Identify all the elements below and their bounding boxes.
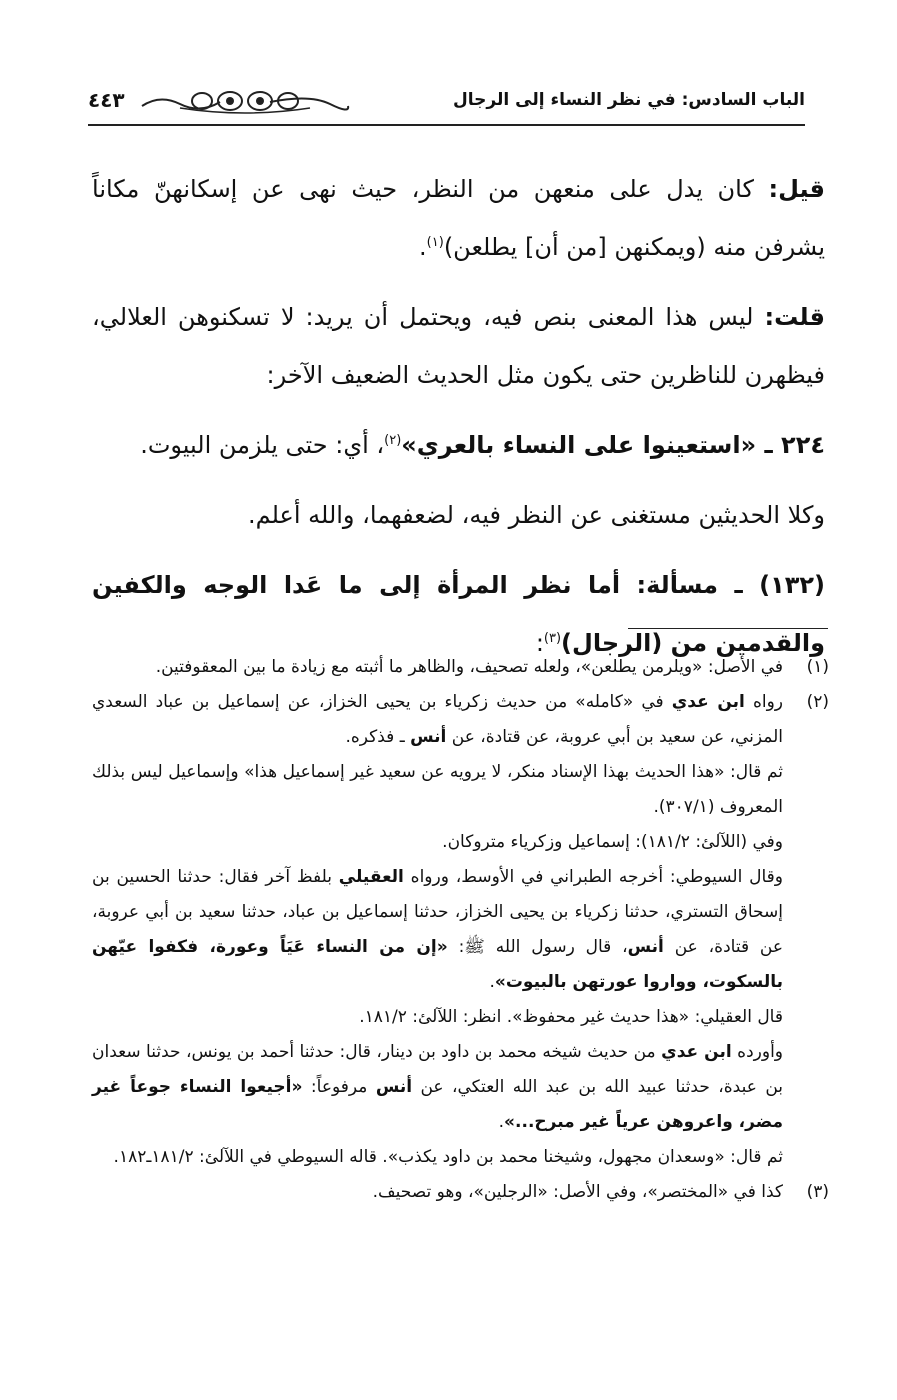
footnote-line-c: وفي (اللآلئ: ١٨١/٢): إسماعيل وزكرياء متروكان. <box>442 832 783 852</box>
punctuation: . <box>419 233 427 261</box>
footnote-line-f <box>92 1035 783 1140</box>
hadith-explanation: ، أي: حتى يلزمن البيوت. <box>140 431 385 459</box>
hadith-quote: «إن من النساء عَيَاً وعورة، فكفوا عيّهن بالسكوت، وواروا عورتهن بالبيوت» <box>92 937 783 992</box>
footnote-line-g: ثم قال: «وسعدان مجهول، وشيخنا محمد بن داود يكذب». قاله السيوطي في اللآلئ: ١٨١/٢ـ١٨٢. <box>113 1147 783 1167</box>
text: ، قال رسول الله ﷺ: <box>447 937 628 957</box>
text: من حديث شيخه محمد بن داود بن دينار، قال: حدثنا أحمد بن يونس، حدثنا سعدان بن عبدة، حدثنا عبيد الله بن عبد الله العتكي، عن <box>92 1042 783 1097</box>
paragraph-reply <box>92 288 825 404</box>
chapter-title: الباب السادس: في نظر النساء إلى الرجال <box>453 90 805 110</box>
text: . <box>498 1112 505 1132</box>
footnote-ref-2[interactable]: (٢) <box>384 433 402 448</box>
footnote-divider <box>628 628 828 629</box>
footnote-line-d <box>92 860 783 1000</box>
text: ـ فذكره. <box>345 727 411 747</box>
text: مرفوعاً: <box>302 1077 376 1097</box>
source-name: العقيلي <box>338 867 404 887</box>
footnote-number: (٣) <box>806 1182 829 1202</box>
footnotes <box>92 650 829 1210</box>
header-divider <box>88 124 805 126</box>
text: . <box>489 972 495 992</box>
footnote-ref-3[interactable]: (٣) <box>543 631 562 646</box>
text: في «كامله» من حديث زكرياء بن يحيى الخزاز، عن إسماعيل بن عباد السعدي المزني، عن سعيد بن أبي عروبة، عن قتادة، عن <box>92 692 783 747</box>
footnote-number: (٢) <box>806 692 829 712</box>
page-number: ٤٤٣ <box>88 88 125 112</box>
hadith-quote: «أجيعوا النساء جوعاً غير مضر، واعروهن عرياً غير مبرح...» <box>92 1077 783 1132</box>
footnote-text: في الأصل: «ويلرمن يطلعن»، ولعله تصحيف، والظاهر ما أثبته مع زيادة ما بين المعقوفتين. <box>155 657 783 677</box>
footnote-text: كذا في «المختصر»، وفي الأصل: «الرجلين»، وهو تصحيف. <box>372 1182 783 1202</box>
ornament-icon <box>140 88 350 114</box>
narrator-name: أنس <box>375 1077 413 1097</box>
text: رواه <box>744 692 784 712</box>
main-text <box>92 160 825 684</box>
narrator-name: أنس <box>627 937 664 957</box>
narrator-name: أنس <box>410 727 447 747</box>
text: بلفظ آخر فقال: حدثنا الحسين بن إسحاق التستري، حدثنا زكرياء بن يحيى الخزاز، حدثنا إسماعيل بن عباد، حدثنا سعيد بن أبي عروبة، عن قتادة، عن <box>92 867 784 957</box>
footnote-number: (١) <box>806 657 829 677</box>
hadith-number: ٢٢٤ ـ <box>764 431 825 459</box>
conclusion-text: وكلا الحديثين مستغنى عن النظر فيه، لضعفهما، والله أعلم. <box>247 501 825 529</box>
footnote-line-a <box>92 685 783 755</box>
paragraph-objection <box>92 160 825 276</box>
running-header <box>88 86 805 122</box>
reply-text: ليس هذا المعنى بنص فيه، ويحتمل أن يريد: لا تسكنوهن العلالي، فيظهرن للناظرين حتى يكون مثل الحديث الضعيف الآخر: <box>92 303 825 389</box>
objection-label: قيل: <box>768 175 825 203</box>
reply-label: قلت: <box>764 303 825 331</box>
source-name: ابن عدي <box>661 1042 732 1062</box>
footnote-line-e: قال العقيلي: «هذا حديث غير محفوظ». انظر: اللآلئ: ١٨١/٢. <box>359 1007 783 1027</box>
footnote-1 <box>92 650 829 685</box>
text: وأورده <box>731 1042 783 1062</box>
hadith-text: «استعينوا على النساء بالعري» <box>401 431 765 459</box>
footnote-ref-1[interactable]: (١) <box>426 235 444 250</box>
source-name: ابن عدي <box>671 692 745 712</box>
footnote-line-b: ثم قال: «هذا الحديث بهذا الإسناد منكر، لا يرويه عن سعيد غير إسماعيل هذا» وإسماعيل ليس بذلك المعروف (٣٠٧/١). <box>92 762 783 817</box>
text: وقال السيوطي: أخرجه الطبراني في الأوسط، ورواه <box>403 867 784 887</box>
footnote-3 <box>92 1175 829 1210</box>
objection-text: كان يدل على منعهن من النظر، حيث نهى عن إسكانهنّ مكاناً يشرفن منه (ويمكنهن [من أن] يطلعن) <box>92 175 825 261</box>
issue-heading: (١٣٢) ـ مسألة: أما نظر المرأة إلى ما عَدا الوجه والكفين والقدمين من (الرجال) <box>92 571 825 657</box>
paragraph-hadith-224 <box>92 416 825 474</box>
punctuation: : <box>535 629 544 657</box>
paragraph-conclusion <box>92 486 825 544</box>
footnote-2 <box>92 685 829 1175</box>
